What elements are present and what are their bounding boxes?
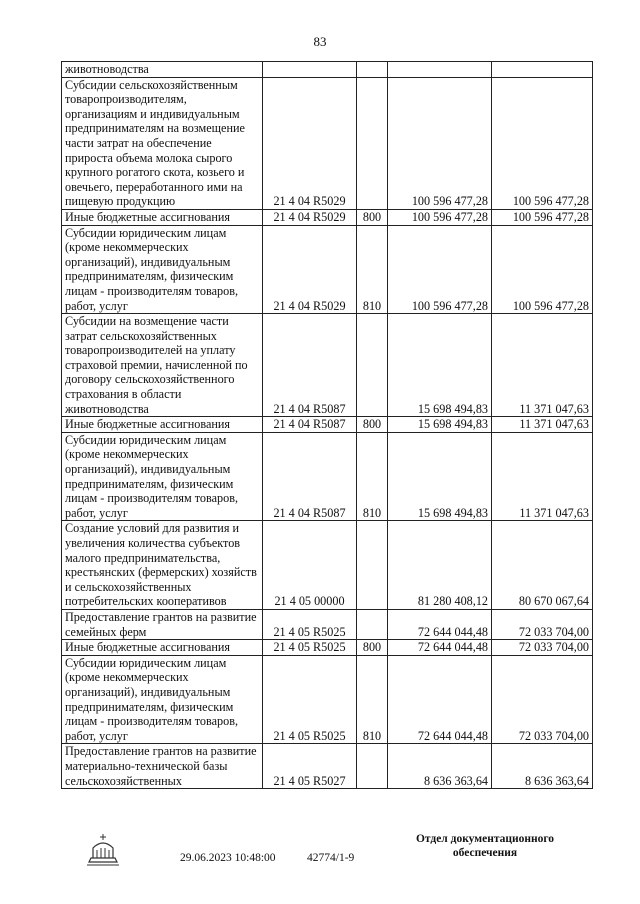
cell-amount-2: 72 033 704,00 <box>492 640 593 656</box>
footer-doc-number: 42774/1-9 <box>307 852 355 864</box>
cell-code <box>263 62 357 78</box>
cell-vr: 800 <box>357 417 388 433</box>
cell-amount-1: 15 698 494,83 <box>388 417 492 433</box>
cell-name: Субсидии сельскохозяйственным товаропроизводителям, организациям и индивидуальным предпринимателям на возмещение части затрат на обеспечение прироста объема молока сырого крупного рогатого скота, козьего и овечьего, переработанного ими на пищевую продукцию <box>62 77 263 209</box>
cell-code: 21 4 04 R5087 <box>263 432 357 521</box>
cell-amount-1: 81 280 408,12 <box>388 521 492 610</box>
cell-name: Создание условий для развития и увеличения количества субъектов малого предпринимательства, крестьянских (фермерских) хозяйств и сельскохозяйственных потребительских кооперативов <box>62 521 263 610</box>
cell-name: Предоставление грантов на развитие материально-технической базы сельскохозяйственных <box>62 744 263 789</box>
footer-date: 29.06.2023 10:48:00 <box>180 852 276 864</box>
cell-amount-2 <box>492 62 593 78</box>
cell-name: Субсидии юридическим лицам (кроме некоммерческих организаций), индивидуальным предпринимателям, физическим лицам - производителям товаров, работ, услуг <box>62 655 263 744</box>
footer-department: Отдел документационного обеспечения <box>415 833 555 859</box>
cell-vr <box>357 609 388 639</box>
cell-name: Субсидии юридическим лицам (кроме некоммерческих организаций), индивидуальным предпринимателям, физическим лицам - производителям товаров, работ, услуг <box>62 432 263 521</box>
page-number: 83 <box>313 34 327 49</box>
cell-vr <box>357 521 388 610</box>
cell-amount-2: 72 033 704,00 <box>492 655 593 744</box>
cell-amount-1: 100 596 477,28 <box>388 77 492 209</box>
cell-name: Иные бюджетные ассигнования <box>62 640 263 656</box>
cell-name: Субсидии юридическим лицам (кроме некоммерческих организаций), индивидуальным предпринимателям, физическим лицам - производителям товаров, работ, услуг <box>62 225 263 314</box>
cell-amount-1: 15 698 494,83 <box>388 432 492 521</box>
table-row <box>62 77 593 209</box>
cell-code: 21 4 05 R5025 <box>263 609 357 639</box>
cell-code: 21 4 05 R5025 <box>263 655 357 744</box>
cell-amount-1 <box>388 62 492 78</box>
cell-vr: 810 <box>357 432 388 521</box>
table-row <box>62 432 593 521</box>
cell-vr: 800 <box>357 209 388 225</box>
cell-code: 21 4 05 00000 <box>263 521 357 610</box>
cell-code: 21 4 04 R5029 <box>263 77 357 209</box>
cell-vr: 810 <box>357 225 388 314</box>
cell-amount-2: 8 636 363,64 <box>492 744 593 789</box>
table-row <box>62 655 593 744</box>
table-row <box>62 640 593 656</box>
cell-amount-1: 8 636 363,64 <box>388 744 492 789</box>
cell-vr <box>357 77 388 209</box>
cell-vr: 810 <box>357 655 388 744</box>
cell-code: 21 4 05 R5027 <box>263 744 357 789</box>
budget-table <box>61 61 593 789</box>
cell-name: Иные бюджетные ассигнования <box>62 417 263 433</box>
cell-amount-1: 100 596 477,28 <box>388 209 492 225</box>
cell-amount-2: 11 371 047,63 <box>492 314 593 417</box>
cell-amount-1: 72 644 044,48 <box>388 640 492 656</box>
table-row <box>62 314 593 417</box>
table-row <box>62 744 593 789</box>
cell-code: 21 4 04 R5029 <box>263 209 357 225</box>
cell-amount-2: 100 596 477,28 <box>492 225 593 314</box>
cell-amount-1: 72 644 044,48 <box>388 655 492 744</box>
cell-amount-1: 15 698 494,83 <box>388 314 492 417</box>
emblem-icon <box>83 832 123 866</box>
cell-vr: 800 <box>357 640 388 656</box>
cell-code: 21 4 05 R5025 <box>263 640 357 656</box>
cell-vr <box>357 314 388 417</box>
cell-code: 21 4 04 R5087 <box>263 314 357 417</box>
table-row <box>62 225 593 314</box>
cell-amount-1: 100 596 477,28 <box>388 225 492 314</box>
cell-amount-2: 100 596 477,28 <box>492 77 593 209</box>
cell-amount-2: 11 371 047,63 <box>492 417 593 433</box>
cell-amount-2: 80 670 067,64 <box>492 521 593 610</box>
table-row <box>62 609 593 639</box>
cell-code: 21 4 04 R5087 <box>263 417 357 433</box>
cell-code: 21 4 04 R5029 <box>263 225 357 314</box>
cell-amount-2: 100 596 477,28 <box>492 209 593 225</box>
cell-vr <box>357 62 388 78</box>
cell-name: Субсидии на возмещение части затрат сельскохозяйственных товаропроизводителей на уплату страховой премии, начисленной по договору сельскохозяйственного страхования в области животноводства <box>62 314 263 417</box>
table-row <box>62 62 593 78</box>
table-row <box>62 521 593 610</box>
cell-amount-1: 72 644 044,48 <box>388 609 492 639</box>
cell-name: Предоставление грантов на развитие семейных ферм <box>62 609 263 639</box>
table-row <box>62 417 593 433</box>
table-row <box>62 209 593 225</box>
cell-amount-2: 72 033 704,00 <box>492 609 593 639</box>
cell-vr <box>357 744 388 789</box>
cell-name: Иные бюджетные ассигнования <box>62 209 263 225</box>
cell-amount-2: 11 371 047,63 <box>492 432 593 521</box>
cell-name: животноводства <box>62 62 263 78</box>
